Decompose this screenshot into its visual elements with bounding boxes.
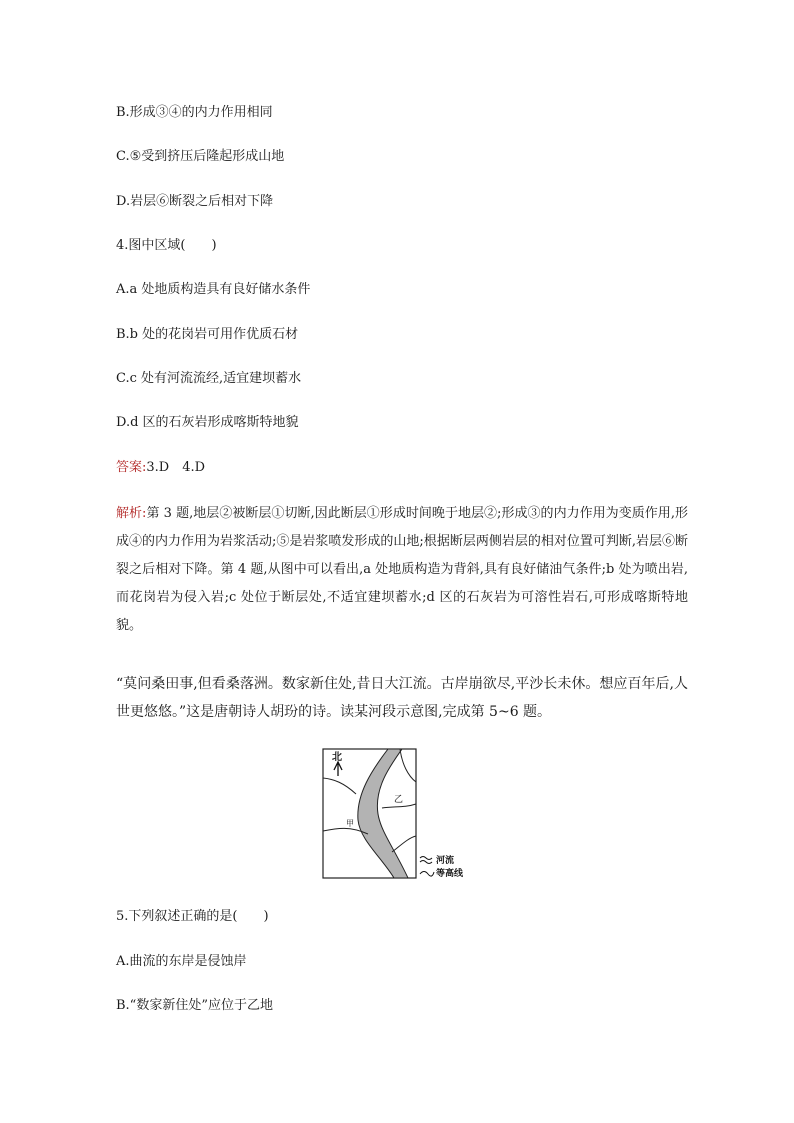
north-label: 北 <box>332 752 342 763</box>
legend-river-icon <box>420 857 432 864</box>
legend-contour-label: 等高线 <box>436 869 464 879</box>
q4-option-d: D.d 区的石灰岩形成喀斯特地貌 <box>116 415 299 430</box>
q3-option-c: C.⑤受到挤压后隆起形成山地 <box>116 149 285 164</box>
q3-option-b: B.形成③④的内力作用相同 <box>116 105 273 120</box>
answer-text: 3.D 4.D <box>146 460 206 475</box>
legend-river-label: 河流 <box>436 856 455 866</box>
label-yi: 乙 <box>394 795 404 805</box>
q3-option-d: D.岩层⑥断裂之后相对下降 <box>116 194 274 209</box>
label-jia: 甲 <box>346 819 354 828</box>
q5-stem: 5.下列叙述正确的是( ) <box>116 909 269 924</box>
poem-intro-paragraph: “莫问桑田事,但看桑落洲。数家新住处,昔日大江流。古岸崩欲尽,平沙长未休。想应百年后,人世更悠悠。”这是唐朝诗人胡玢的诗。读某河段示意图,完成第 5~6 题。 <box>116 676 688 720</box>
q5-option-b: B.“数家新住处”应位于乙地 <box>116 998 273 1013</box>
q4-option-c: C.c 处有河流流经,适宜建坝蓄水 <box>116 371 302 386</box>
q5-option-a: A.曲流的东岸是侵蚀岸 <box>116 954 247 969</box>
river-map-figure <box>322 748 492 880</box>
analysis-label: 解析: <box>116 506 147 521</box>
analysis-paragraph <box>116 500 688 640</box>
q4-option-a: A.a 处地质构造具有良好储水条件 <box>116 282 311 297</box>
analysis-text: 第 3 题,地层②被断层①切断,因此断层①形成时间晚于地层②;形成③的内力作用为变质作用,形成④的内力作用为岩浆活动;⑤是岩浆喷发形成的山地;根据断层两侧岩层的相对位置可判断,岩层⑥断裂之后相对下降。第 4 题,从图中可以看出,a 处地质构造为背斜,具有良好储油气条件;b 处为喷出岩,而花岗岩为侵入岩;c 处位于断层处,不适宜建坝蓄水;d 区的石灰岩为可溶性岩石,可形成喀斯特地貌。 <box>116 506 688 633</box>
answer-label: 答案: <box>116 460 147 475</box>
legend-contour-icon <box>420 872 434 877</box>
river-map-svg <box>322 748 492 880</box>
q4-option-b: B.b 处的花岗岩可用作优质石材 <box>116 327 299 342</box>
answer-line <box>116 459 205 477</box>
q4-stem: 4.图中区域( ) <box>116 238 217 253</box>
